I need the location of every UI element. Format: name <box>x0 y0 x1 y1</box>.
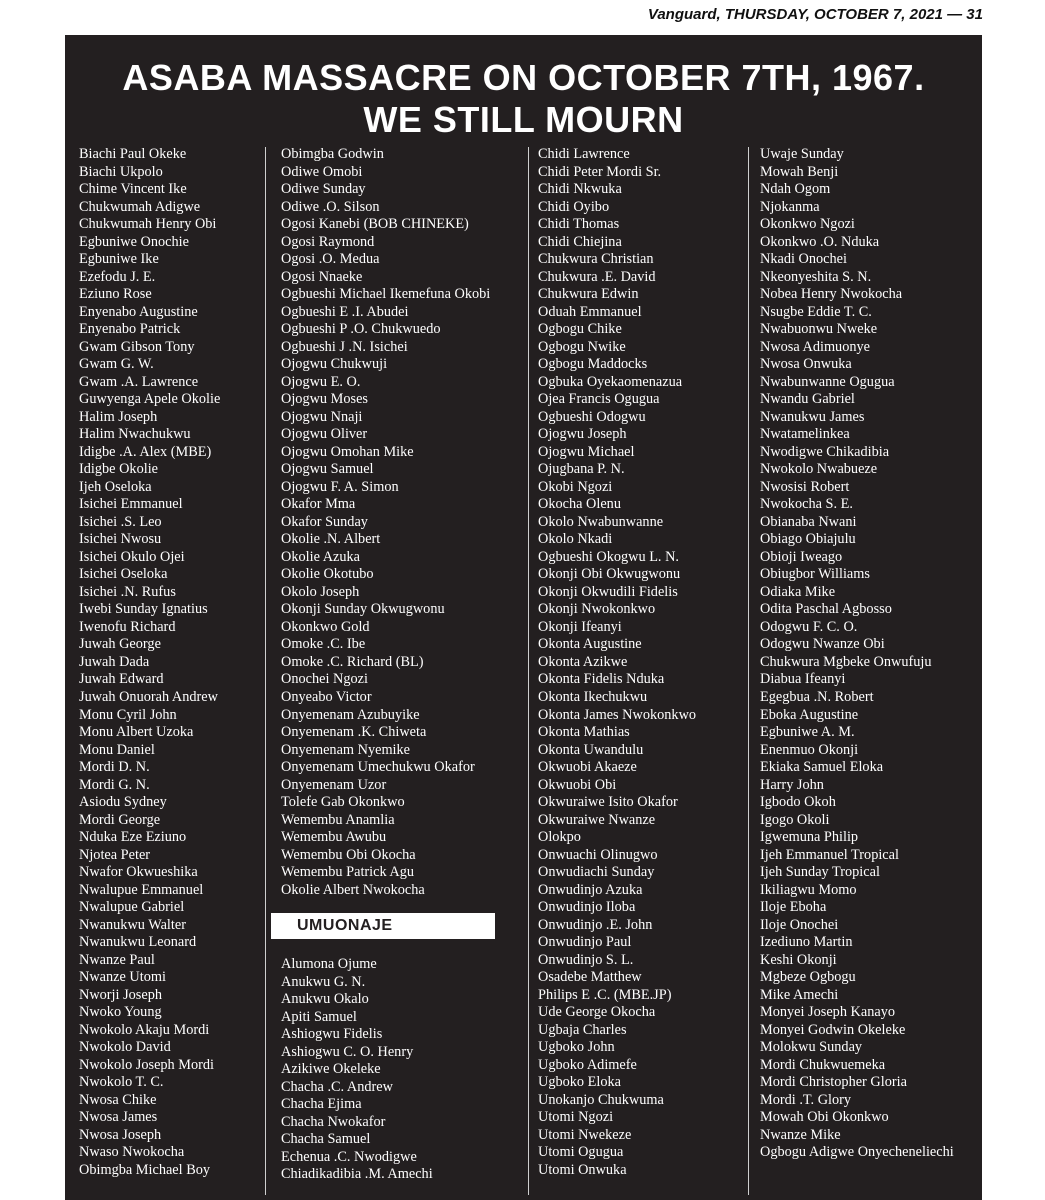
victim-name: Ojogwu Chukwuji <box>281 356 388 373</box>
victim-name: Onyeabo Victor <box>281 688 372 705</box>
victim-name: Mike Amechi <box>760 986 839 1003</box>
victim-name: Ogbueshi Okogwu L. N. <box>538 548 679 565</box>
victim-name: Onwudiachi Sunday <box>538 864 655 881</box>
victim-name: Ijeh Oseloka <box>79 478 152 495</box>
victim-name: Wemembu Anamlia <box>281 811 395 828</box>
victim-name: Uwaje Sunday <box>760 146 844 162</box>
victim-name: Oduah Emmanuel <box>538 303 642 320</box>
victim-name: Mowah Obi Okonkwo <box>760 1109 889 1126</box>
victim-name: Monu Daniel <box>79 741 155 758</box>
victim-name: Ogosi Nnaeke <box>281 268 363 285</box>
victim-name: Anukwu Okalo <box>281 991 369 1008</box>
victim-name: Igwemuna Philip <box>760 829 859 846</box>
victim-name: Utomi Nwekeze <box>538 1126 632 1143</box>
victim-name: Egbuniwe A. M. <box>760 724 855 741</box>
victim-name: Idigbe Okolie <box>79 461 159 478</box>
names-column-2-umuonaje <box>281 956 521 1184</box>
victim-name: Odogwu Nwanze Obi <box>760 636 885 653</box>
victim-name: Diabua Ifeanyi <box>760 671 846 688</box>
victim-name: Igbodo Okoh <box>760 794 836 811</box>
victim-name: Nwalupue Gabriel <box>79 899 185 916</box>
victim-name: Juwah Onuorah Andrew <box>79 688 218 705</box>
column-divider <box>748 147 749 1195</box>
victim-name: Anukwu G. N. <box>281 973 366 990</box>
victim-name: Juwah Dada <box>79 653 150 670</box>
victim-name: Echenua .C. Nwodigwe <box>281 1148 417 1165</box>
victim-name: Ashiogwu C. O. Henry <box>281 1043 414 1060</box>
victim-name: Izediuno Martin <box>760 934 853 951</box>
victim-name: Okolie Albert Nwokocha <box>281 881 425 898</box>
victim-name: Olokpo <box>538 829 581 846</box>
victim-name: Azikiwe Okeleke <box>281 1061 381 1078</box>
victim-name: Keshi Okonji <box>760 951 837 968</box>
victim-name: Okonta Augustine <box>538 636 642 653</box>
victim-name: Ogbueshi E .I. Abudei <box>281 303 409 320</box>
victim-name: Ugboko Eloka <box>538 1074 621 1091</box>
victim-name: Ikiliagwu Momo <box>760 881 857 898</box>
victim-name: Monu Albert Uzoka <box>79 724 194 741</box>
victim-name: Mgbeze Ogbogu <box>760 969 856 986</box>
victim-name: Ojogwu Oliver <box>281 426 368 443</box>
victim-name: Guwyenga Apele Okolie <box>79 391 221 408</box>
victim-name: Enyenabo Patrick <box>79 321 181 338</box>
victim-name: Odiwe .O. Silson <box>281 198 380 215</box>
victim-name: Harry John <box>760 776 824 793</box>
victim-name: Chidi Peter Mordi Sr. <box>538 163 662 180</box>
victim-name: Biachi Ukpolo <box>79 163 163 180</box>
victim-name: Nwoko Young <box>79 1004 162 1021</box>
victim-name: Nkadi Onochei <box>760 251 847 268</box>
victim-name: Ogbogu Maddocks <box>538 356 648 373</box>
victim-name: Ojogwu Samuel <box>281 461 374 478</box>
victim-name: Nwanze Paul <box>79 951 155 968</box>
victim-name: Ojogwu Moses <box>281 391 368 408</box>
victim-name: Nwabunwanne Ogugua <box>760 373 895 390</box>
victim-name: Ogosi Kanebi (BOB CHINEKE) <box>281 216 469 233</box>
victim-name: Okonkwo Gold <box>281 618 370 635</box>
victim-name: Odita Paschal Agbosso <box>760 601 892 618</box>
victim-name: Okolo Nkadi <box>538 531 613 548</box>
victim-name: Okonji Obi Okwugwonu <box>538 566 681 583</box>
victim-name: Omoke .C. Richard (BL) <box>281 653 424 670</box>
victim-name: Nwosa James <box>79 1109 158 1126</box>
victim-name: Enenmuo Okonji <box>760 741 859 758</box>
victim-name: Ojogwu F. A. Simon <box>281 478 399 495</box>
victim-name: Isichei .N. Rufus <box>79 583 176 600</box>
victim-name: Egegbua .N. Robert <box>760 688 874 705</box>
victim-name: Okwuobi Akaeze <box>538 759 637 776</box>
victim-name: Njokanma <box>760 198 820 215</box>
victim-name: Apiti Samuel <box>281 1008 357 1025</box>
victim-name: Nwanze Mike <box>760 1126 841 1143</box>
victim-name: Wemembu Obi Okocha <box>281 846 416 863</box>
victim-name: Nwabuonwu Nweke <box>760 321 878 338</box>
victim-name: Ugboko Adimefe <box>538 1056 637 1073</box>
victim-name: Chidi Lawrence <box>538 146 630 162</box>
victim-name: Ugboko John <box>538 1039 615 1056</box>
victim-name: Isichei Nwosu <box>79 531 162 548</box>
victim-name: Odiaka Mike <box>760 583 836 600</box>
victim-name: Molokwu Sunday <box>760 1039 863 1056</box>
victim-name: Ijeh Emmanuel Tropical <box>760 846 899 863</box>
victim-name: Utomi Onwuka <box>538 1161 627 1178</box>
victim-name: Okwuraiwe Nwanze <box>538 811 656 828</box>
victim-name: Mordi .T. Glory <box>760 1091 852 1108</box>
victim-name: Ogbogu Chike <box>538 321 622 338</box>
section-label-umuonaje: UMUONAJE <box>271 913 495 939</box>
victim-name: Biachi Paul Okeke <box>79 146 187 162</box>
victim-name: Gwam .A. Lawrence <box>79 373 199 390</box>
victim-name: Ogbogu Adigwe Onyecheneliechi <box>760 1144 954 1161</box>
victim-name: Obimgba Michael Boy <box>79 1161 211 1178</box>
victim-name: Enyenabo Augustine <box>79 303 198 320</box>
victim-name: Okonta Azikwe <box>538 653 628 670</box>
victim-name: Nwokolo Akaju Mordi <box>79 1021 210 1038</box>
victim-name: Ojogwu Joseph <box>538 426 627 443</box>
victim-name: Chukwumah Adigwe <box>79 198 201 215</box>
victim-name: Utomi Ogugua <box>538 1144 624 1161</box>
victim-name: Monu Cyril John <box>79 706 177 723</box>
victim-name: Iwebi Sunday Ignatius <box>79 601 208 618</box>
victim-name: Onyemenam Azubuyike <box>281 706 420 723</box>
victim-name: Odogwu F. C. O. <box>760 618 858 635</box>
victim-name: Eziuno Rose <box>79 286 152 303</box>
victim-name: Omoke .C. Ibe <box>281 636 366 653</box>
victim-name: Okolo Nwabunwanne <box>538 513 664 530</box>
victim-name: Ogbueshi Odogwu <box>538 408 646 425</box>
victim-name: Okolie .N. Albert <box>281 531 381 548</box>
victim-name: Okafor Sunday <box>281 513 368 530</box>
victim-name: Nwanukwu Leonard <box>79 934 197 951</box>
victim-name: Chukwumah Henry Obi <box>79 216 217 233</box>
victim-name: Ndah Ogom <box>760 181 831 198</box>
victim-name: Nwosa Adimuonye <box>760 338 870 355</box>
victim-name: Okonta Mathias <box>538 724 630 741</box>
victim-name: Ojogwu Omohan Mike <box>281 443 414 460</box>
victim-name: Onwudinjo Iloba <box>538 899 636 916</box>
victim-name: Onwudinjo Paul <box>538 934 632 951</box>
victim-name: Ogbueshi P .O. Chukwuedo <box>281 321 441 338</box>
victim-name: Nduka Eze Eziuno <box>79 829 187 846</box>
victim-name: Obiugbor Williams <box>760 566 870 583</box>
victim-name: Nwodigwe Chikadibia <box>760 443 890 460</box>
victim-name: Chidi Oyibo <box>538 198 610 215</box>
victim-name: Gwam G. W. <box>79 356 154 373</box>
victim-name: Wemembu Patrick Agu <box>281 864 415 881</box>
column-divider <box>528 147 529 1195</box>
victim-name: Nworji Joseph <box>79 986 162 1003</box>
victim-name: Onwuachi Olinugwo <box>538 846 658 863</box>
victim-name: Onochei Ngozi <box>281 671 368 688</box>
victim-name: Nsugbe Eddie T. C. <box>760 303 872 320</box>
victim-name: Nwanukwu James <box>760 408 865 425</box>
victim-name: Alumona Ojume <box>281 956 377 972</box>
victim-name: Chacha Ejima <box>281 1096 362 1113</box>
victim-name: Obioji Iweago <box>760 548 843 565</box>
victim-name: Tolefe Gab Okonkwo <box>281 794 405 811</box>
victim-name: Mordi D. N. <box>79 759 150 776</box>
victim-name: Osadebe Matthew <box>538 969 642 986</box>
victim-name: Philips E .C. (MBE.JP) <box>538 986 672 1003</box>
victim-name: Okolie Okotubo <box>281 566 374 583</box>
victim-name: Nwosisi Robert <box>760 478 850 495</box>
victim-name: Isichei Oseloka <box>79 566 168 583</box>
victim-name: Okonta Uwandulu <box>538 741 644 758</box>
victim-name: Halim Nwachukwu <box>79 426 191 443</box>
victim-name: Ogosi .O. Medua <box>281 251 380 268</box>
headline-line-1: ASABA MASSACRE ON OCTOBER 7TH, 1967. <box>122 57 925 98</box>
victim-name: Juwah Edward <box>79 671 164 688</box>
victim-name: Okonkwo Ngozi <box>760 216 855 233</box>
victim-name: Onwudinjo S. L. <box>538 951 634 968</box>
victim-name: Isichei Okulo Ojei <box>79 548 185 565</box>
victim-name: Okonkwo .O. Nduka <box>760 233 880 250</box>
victim-name: Chukwura Mgbeke Onwufuju <box>760 653 932 670</box>
victim-name: Chukwura Christian <box>538 251 654 268</box>
victim-name: Idigbe .A. Alex (MBE) <box>79 443 212 460</box>
victim-name: Iloje Onochei <box>760 916 839 933</box>
victim-name: Okwuraiwe Isito Okafor <box>538 794 678 811</box>
victim-name: Chidi Chiejina <box>538 233 622 250</box>
victim-name: Onyemenam Uzor <box>281 776 387 793</box>
victim-name: Ogbueshi Michael Ikemefuna Okobi <box>281 286 491 303</box>
victim-name: Chime Vincent Ike <box>79 181 187 198</box>
headline <box>65 57 982 141</box>
victim-name: Igogo Okoli <box>760 811 830 828</box>
victim-name: Ugbaja Charles <box>538 1021 627 1038</box>
victim-name: Okonji Ifeanyi <box>538 618 622 635</box>
victim-name: Odiwe Omobi <box>281 163 363 180</box>
victim-name: Okolie Azuka <box>281 548 361 565</box>
victim-name: Nwokolo David <box>79 1039 171 1056</box>
victim-name: Ezefodu J. E. <box>79 268 156 285</box>
headline-line-2: WE STILL MOURN <box>363 99 684 140</box>
victim-name: Ekiaka Samuel Eloka <box>760 759 884 776</box>
victim-name: Obiago Obiajulu <box>760 531 856 548</box>
victim-name: Nwosa Onwuka <box>760 356 852 373</box>
victim-name: Ogbuka Oyekaomenazua <box>538 373 683 390</box>
victim-name: Ogosi Raymond <box>281 233 375 250</box>
masthead: Vanguard, THURSDAY, OCTOBER 7, 2021 — 31 <box>647 6 983 23</box>
victim-name: Juwah George <box>79 636 161 653</box>
names-column-3 <box>538 146 738 1179</box>
victim-name: Njotea Peter <box>79 846 151 863</box>
victim-name: Onwudinjo .E. John <box>538 916 653 933</box>
victim-name: Ijeh Sunday Tropical <box>760 864 880 881</box>
victim-name: Halim Joseph <box>79 408 158 425</box>
victim-name: Nkeonyeshita S. N. <box>760 268 872 285</box>
victim-name: Obimgba Godwin <box>281 146 384 162</box>
victim-name: Ogbueshi J .N. Isichei <box>281 338 408 355</box>
victim-name: Mowah Benji <box>760 163 839 180</box>
victim-name: Mordi G. N. <box>79 776 150 793</box>
victim-name: Okocha Olenu <box>538 496 621 513</box>
victim-name: Egbuniwe Onochie <box>79 233 189 250</box>
victim-name: Mordi George <box>79 811 161 828</box>
victim-name: Isichei .S. Leo <box>79 513 162 530</box>
victim-name: Nwanze Utomi <box>79 969 166 986</box>
victim-name: Ashiogwu Fidelis <box>281 1026 383 1043</box>
victim-name: Chacha .C. Andrew <box>281 1078 393 1095</box>
victim-name: Odiwe Sunday <box>281 181 366 198</box>
victim-name: Egbuniwe Ike <box>79 251 159 268</box>
victim-name: Chukwura Edwin <box>538 286 639 303</box>
victim-name: Nwatamelinkea <box>760 426 850 443</box>
victim-name: Okafor Mma <box>281 496 356 513</box>
victim-name: Nwandu Gabriel <box>760 391 855 408</box>
victim-name: Mordi Christopher Gloria <box>760 1074 907 1091</box>
names-column-1 <box>79 146 254 1179</box>
victim-name: Chidi Nkwuka <box>538 181 622 198</box>
victim-name: Nwafor Okwueshika <box>79 864 198 881</box>
victim-name: Okonji Nwokonkwo <box>538 601 656 618</box>
victim-name: Monyei Joseph Kanayo <box>760 1004 896 1021</box>
names-column-2 <box>281 146 521 899</box>
victim-name: Nwosa Joseph <box>79 1126 162 1143</box>
victim-name: Nwokolo Joseph Mordi <box>79 1056 215 1073</box>
victim-name: Iloje Eboha <box>760 899 827 916</box>
victim-name: Ojea Francis Ogugua <box>538 391 660 408</box>
victim-name: Nwokocha S. E. <box>760 496 853 513</box>
victim-name: Obianaba Nwani <box>760 513 857 530</box>
victim-name: Nwokolo T. C. <box>79 1074 164 1091</box>
victim-name: Nwalupue Emmanuel <box>79 881 204 898</box>
victim-name: Onyemenam Nyemike <box>281 741 411 758</box>
victim-name: Onyemenam .K. Chiweta <box>281 724 427 741</box>
victim-name: Chacha Nwokafor <box>281 1113 386 1130</box>
victim-name: Nwanukwu Walter <box>79 916 186 933</box>
victim-name: Iwenofu Richard <box>79 618 176 635</box>
victim-name: Okonta Ikechukwu <box>538 688 648 705</box>
column-divider <box>265 147 266 1195</box>
victim-name: Okonta James Nwokonkwo <box>538 706 697 723</box>
victim-name: Ojugbana P. N. <box>538 461 625 478</box>
victim-name: Onwudinjo Azuka <box>538 881 643 898</box>
victim-name: Ojogwu Nnaji <box>281 408 363 425</box>
victim-name: Monyei Godwin Okeleke <box>760 1021 906 1038</box>
victim-name: Nwosa Chike <box>79 1091 157 1108</box>
victim-name: Asiodu Sydney <box>79 794 167 811</box>
victim-name: Ogbogu Nwike <box>538 338 626 355</box>
victim-name: Isichei Emmanuel <box>79 496 183 513</box>
victim-name: Ojogwu E. O. <box>281 373 361 390</box>
victim-name: Chukwura .E. David <box>538 268 656 285</box>
names-column-4 <box>760 146 980 1162</box>
victim-name: Gwam Gibson Tony <box>79 338 195 355</box>
victim-name: Okonji Sunday Okwugwonu <box>281 601 445 618</box>
victim-name: Okonji Okwudili Fidelis <box>538 583 678 600</box>
victim-name: Ojogwu Michael <box>538 443 635 460</box>
victim-name: Nwaso Nwokocha <box>79 1144 185 1161</box>
victim-name: Okolo Joseph <box>281 583 360 600</box>
victim-name: Wemembu Awubu <box>281 829 387 846</box>
victim-name: Okwuobi Obi <box>538 776 617 793</box>
victim-name: Unokanjo Chukwuma <box>538 1091 664 1108</box>
victim-name: Nobea Henry Nwokocha <box>760 286 903 303</box>
victim-name: Onyemenam Umechukwu Okafor <box>281 759 475 776</box>
victim-name: Chiadikadibia .M. Amechi <box>281 1166 433 1183</box>
victim-name: Nwokolo Nwabueze <box>760 461 878 478</box>
victim-name: Utomi Ngozi <box>538 1109 614 1126</box>
victim-name: Okobi Ngozi <box>538 478 613 495</box>
victim-name: Chacha Samuel <box>281 1131 371 1148</box>
victim-name: Eboka Augustine <box>760 706 859 723</box>
victim-name: Ude George Okocha <box>538 1004 656 1021</box>
memorial-panel <box>65 35 982 1200</box>
victim-name: Chidi Thomas <box>538 216 620 233</box>
victim-name: Mordi Chukwuemeka <box>760 1056 886 1073</box>
victim-name: Okonta Fidelis Nduka <box>538 671 665 688</box>
